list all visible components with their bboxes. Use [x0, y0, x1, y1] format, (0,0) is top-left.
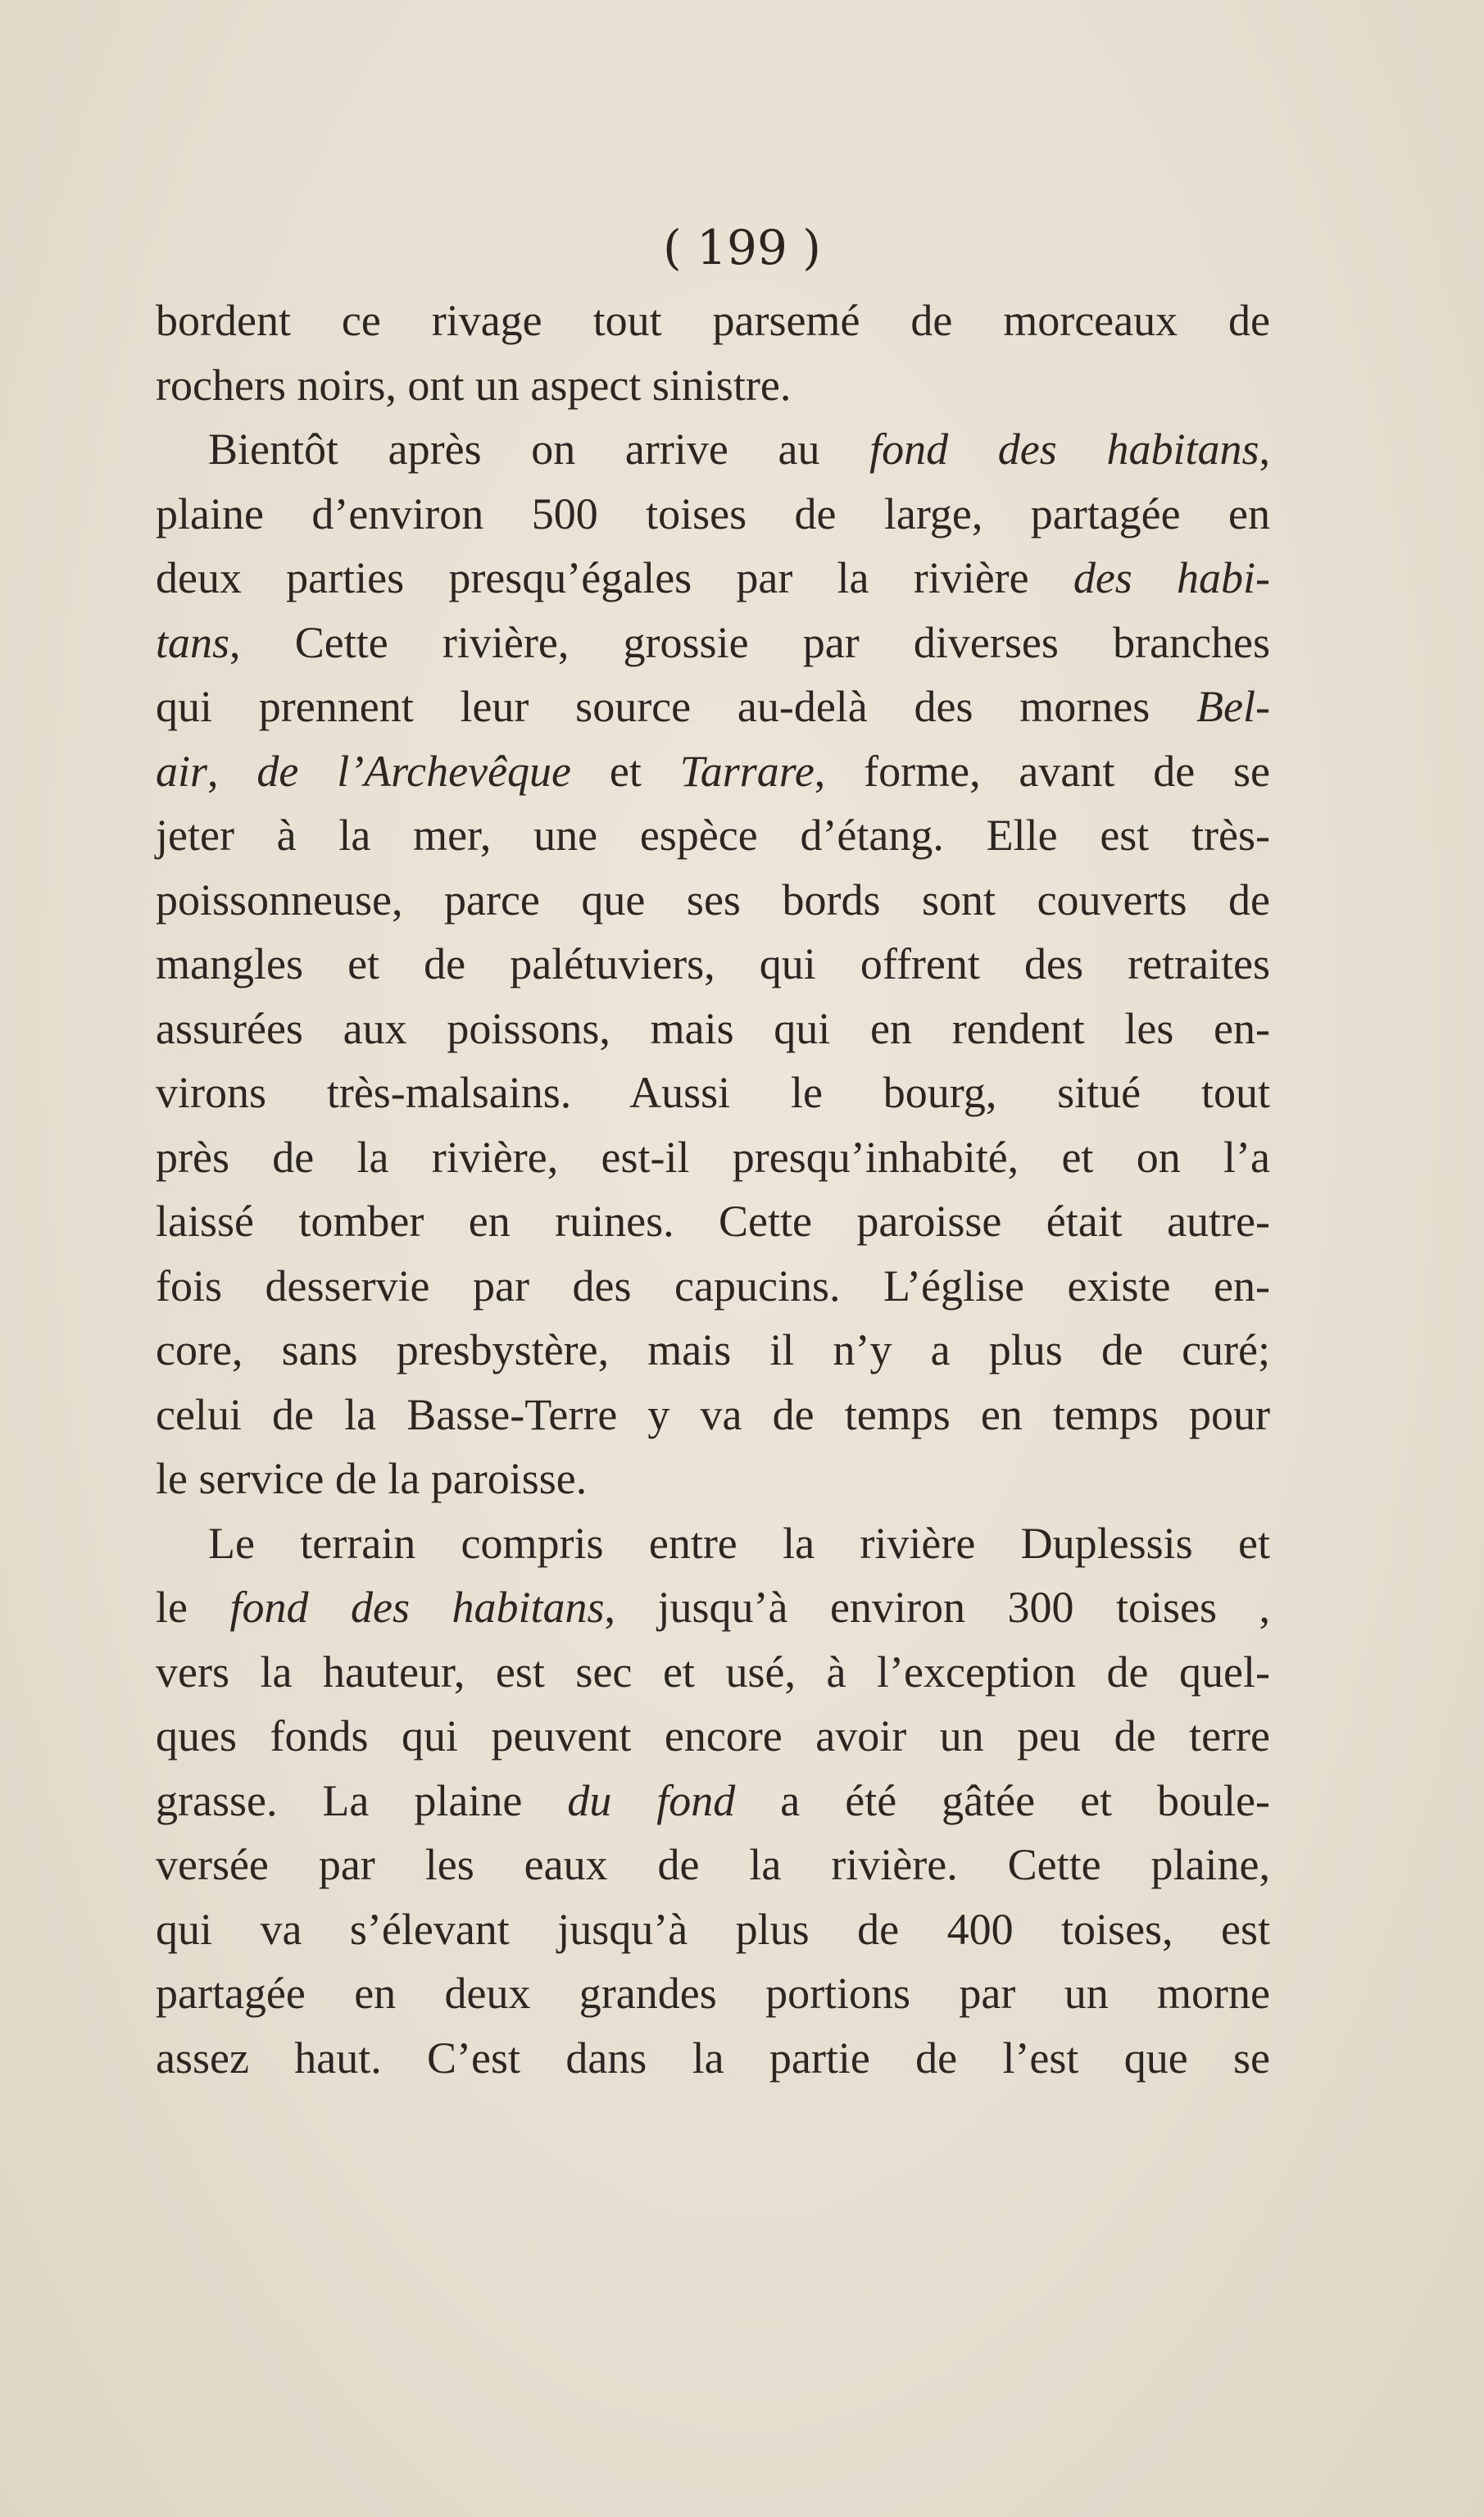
text-line [156, 546, 1270, 611]
italic-text: air [156, 746, 208, 796]
text-run: Bientôt après on arrive au [208, 425, 870, 474]
text-line [156, 1575, 1270, 1640]
text-line [156, 1061, 1270, 1125]
italic-text: fond des habitans [869, 425, 1259, 474]
text-run: core, sans presbystère, mais il n’y a plus de curé; [156, 1325, 1270, 1374]
text-line [156, 997, 1270, 1061]
text-line [156, 1640, 1270, 1705]
text-run: grasse. La plaine [156, 1775, 568, 1825]
text-line [156, 675, 1270, 739]
text-run: , jusqu’à environ 300 toises , [604, 1583, 1270, 1632]
text-run: deux parties presqu’égales par la rivière [156, 553, 1073, 602]
text-run: laissé tomber en ruines. Cette paroisse était autre- [156, 1197, 1270, 1246]
text-run: Le terrain compris entre la rivière Duplessis et [208, 1518, 1270, 1568]
text-run: poissonneuse, parce que ses bords sont couverts de [156, 875, 1270, 925]
text-line [156, 1383, 1270, 1447]
text-run: , [1259, 425, 1270, 474]
text-line [156, 1769, 1270, 1833]
text-line [156, 1254, 1270, 1319]
text-run: plaine d’environ 500 toises de large, partagée en [156, 488, 1270, 538]
text-line [156, 739, 1270, 804]
text-run: versée par les eaux de la rivière. Cette plaine, [156, 1840, 1270, 1889]
text-run: a été gâtée et boule- [735, 1775, 1270, 1825]
text-run: fois desservie par des capucins. L’église existe en- [156, 1261, 1270, 1311]
text-line [156, 1447, 1270, 1511]
italic-text: tans [156, 617, 230, 667]
text-run: assurées aux poissons, mais qui en rendent les en- [156, 1003, 1270, 1053]
text-line [156, 353, 1270, 418]
text-run: le service de la paroisse. [156, 1454, 588, 1503]
text-run: partagée en deux grandes portions par un morne [156, 1969, 1270, 2018]
italic-text: Tarrare [679, 746, 815, 796]
text-line [156, 803, 1270, 868]
text-run: celui de la Basse-Terre y va de temps en temps pour [156, 1389, 1270, 1439]
text-run: jeter à la mer, une espèce d’étang. Elle est très- [156, 811, 1270, 860]
text-run: virons très-malsains. Aussi le bourg, situé tout [156, 1068, 1270, 1117]
text-line [156, 289, 1270, 353]
page-number: ( 199 ) [663, 220, 821, 275]
text-run: le [156, 1583, 230, 1632]
text-line [156, 1704, 1270, 1769]
text-line [156, 611, 1270, 675]
italic-text: de l’Archevêque [256, 746, 572, 796]
text-line [156, 1125, 1270, 1190]
body-text [156, 289, 1270, 2090]
text-run: mangles et de palétuviers, qui offrent des retraites [156, 939, 1270, 988]
text-run: qui va s’élevant jusqu’à plus de 400 toises, est [156, 1904, 1270, 1954]
text-run: , Cette rivière, grossie par diverses branches [229, 617, 1270, 667]
text-run: , forme, avant de se [814, 746, 1271, 796]
italic-text: du fond [567, 1775, 736, 1825]
text-run: et [571, 746, 680, 796]
text-run: vers la hauteur, est sec et usé, à l’exception de quel- [156, 1647, 1270, 1697]
text-line [156, 417, 1270, 482]
italic-text: Bel- [1196, 682, 1270, 731]
text-line [156, 1189, 1270, 1254]
text-run: , [207, 746, 257, 796]
text-line [156, 2026, 1270, 2091]
text-line [156, 1961, 1270, 2026]
text-run: près de la rivière, est-il presqu’inhabité, et on l’a [156, 1132, 1270, 1182]
text-line [156, 1833, 1270, 1897]
text-run: assez haut. C’est dans la partie de l’est que se [156, 2033, 1270, 2083]
text-line [156, 932, 1270, 997]
text-run: ques fonds qui peuvent encore avoir un peu de terre [156, 1711, 1270, 1761]
text-line [156, 1318, 1270, 1383]
text-run: bordent ce rivage tout parsemé de morceaux de [156, 296, 1270, 345]
italic-text: des habi- [1073, 553, 1270, 602]
text-run: qui prennent leur source au-delà des mornes [156, 682, 1197, 731]
text-run: rochers noirs, ont un aspect sinistre. [156, 360, 792, 410]
text-line [156, 1897, 1270, 1962]
text-line [156, 1511, 1270, 1576]
text-line [156, 482, 1270, 547]
text-line [156, 868, 1270, 933]
italic-text: fond des habitans [229, 1583, 605, 1632]
